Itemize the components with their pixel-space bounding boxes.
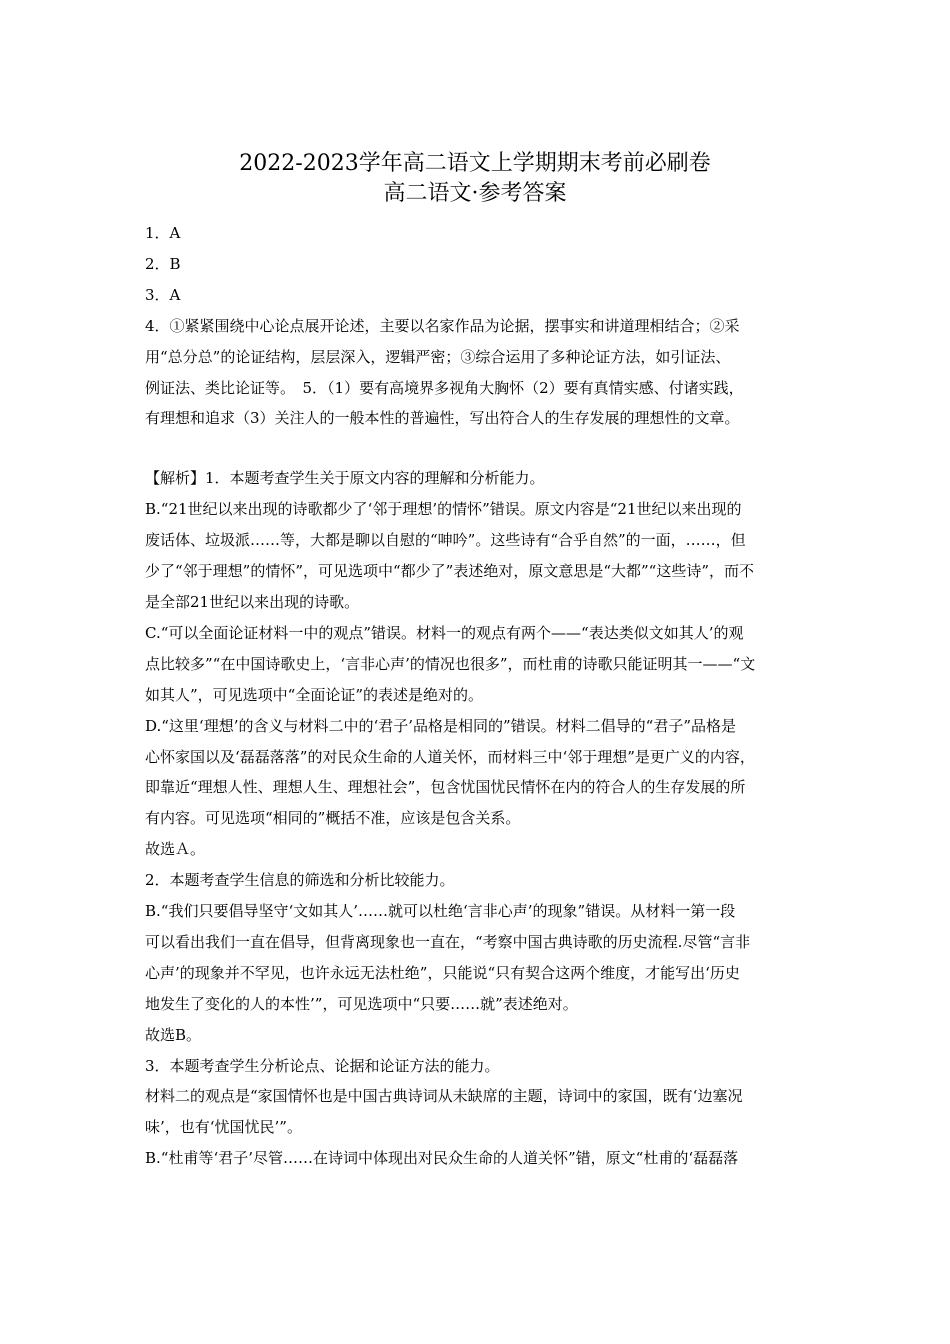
answer-4-line: 用“总分总”的论证结构，层层深入，逻辑严密；③综合运用了多种论证方法，如引证法、 <box>145 347 731 366</box>
analysis-line: 即靠近“理想人性、理想人生、理想社会”，包含忧国忧民情怀在内的符合人的生存发展的所 <box>145 778 746 797</box>
analysis-line: 有内容。可见选项“相同的”概括不准，应该是包含关系。 <box>145 809 521 828</box>
answer-4-line: 4．①紧紧围绕中心论点展开论述，主要以名家作品为论据，摆事实和讲道理相结合；②采 <box>145 316 740 335</box>
analysis-line: 心怀家国以及‘磊磊落落”的对民众生命的人道关怀，而材料三中‘邻于理想”是更广义的内容， <box>145 747 755 766</box>
analysis-line: 少了“邻于理想”的情怀”，可见选项中“都少了”表述绝对，原文意思是“大都”“这些诗”，而不 <box>145 562 755 581</box>
analysis-line: 味’，也有‘忧国忧民’”。 <box>145 1118 302 1137</box>
answer-5-line: 有理想和追求（3）关注人的一般本性的普遍性，写出符合人的生存发展的理想性的文章。 <box>145 409 740 428</box>
analysis-line: 废话体、垃圾派……等，大都是聊以自慰的“呻吟”。这些诗有“合乎自然”的一面，……，但 <box>145 531 746 550</box>
analysis-conclusion: 故选B。 <box>145 1025 202 1044</box>
analysis-conclusion: 故选Ａ。 <box>145 840 206 859</box>
analysis-line: B.“我们只要倡导坚守‘文如其人’……就可以杜绝‘言非心声’的现象”错误。从材料一第一段 <box>145 902 736 921</box>
analysis-line: 材料二的观点是“家国情怀也是中国古典诗词从未缺席的主题，诗词中的家国，既有‘边塞况 <box>145 1087 743 1106</box>
analysis-line: 如其人”，可见选项中“全面论证”的表述是绝对的。 <box>145 685 484 704</box>
answer-content <box>145 218 809 1174</box>
answer-1: 1．A <box>145 224 181 242</box>
analysis-line: 是全部21世纪以来出现的诗歌。 <box>145 592 360 611</box>
analysis-line: 心声’的现象并不罕见，也许永远无法杜绝”，只能说“只有契合这两个维度，才能写出‘历史 <box>145 963 740 982</box>
analysis-line: 地发生了变化的人的本性’”，可见选项中“只要……就”表述绝对。 <box>145 994 578 1013</box>
analysis-heading: 2．本题考查学生信息的筛选和分析比较能力。 <box>145 871 455 890</box>
answer-3: 3．A <box>145 285 181 304</box>
analysis-heading: 【解析】1．本题考查学生关于原文内容的理解和分析能力。 <box>145 469 545 488</box>
analysis-heading: 3．本题考查学生分析论点、论据和论证方法的能力。 <box>145 1056 500 1075</box>
analysis-line: B.“21世纪以来出现的诗歌都少了‘邻于理想’的情怀”错误。原文内容是“21世纪以来出现的 <box>145 500 742 519</box>
answer-2: 2．B <box>145 254 181 273</box>
section-gap <box>145 434 809 463</box>
answer-4-5-line: 例证法、类比论证等。 5．（1）要有高境界多视角大胸怀（2）要有真情实感、付诸实践， <box>145 378 744 397</box>
document-subtitle: 高二语文·参考答案 <box>383 181 567 206</box>
analysis-line: 可以看出我们一直在倡导，但背离现象也一直在，“考察中国古典诗歌的历史流程.尽管“言非 <box>145 932 751 951</box>
analysis-line: 点比较多”“在中国诗歌史上，‘言非心声’的情况也很多”，而杜甫的诗歌只能证明其一——“文 <box>145 654 756 673</box>
analysis-line: C.“可以全面论证材料一中的观点”错误。材料一的观点有两个——“表达类似文如其人’的观 <box>145 623 744 642</box>
analysis-line: D.“这里‘理想’的含义与材料二中的‘君子’品格是相同的”错误。材料二倡导的“君子”品格是 <box>145 716 737 735</box>
analysis-line: B.“杜甫等‘君子’尽管……在诗词中体现出对民众生命的人道关怀”错，原文“杜甫的‘磊磊落 <box>145 1149 739 1168</box>
document-title: 2022-2023学年高二语文上学期期末考前必刷卷 <box>239 151 711 176</box>
